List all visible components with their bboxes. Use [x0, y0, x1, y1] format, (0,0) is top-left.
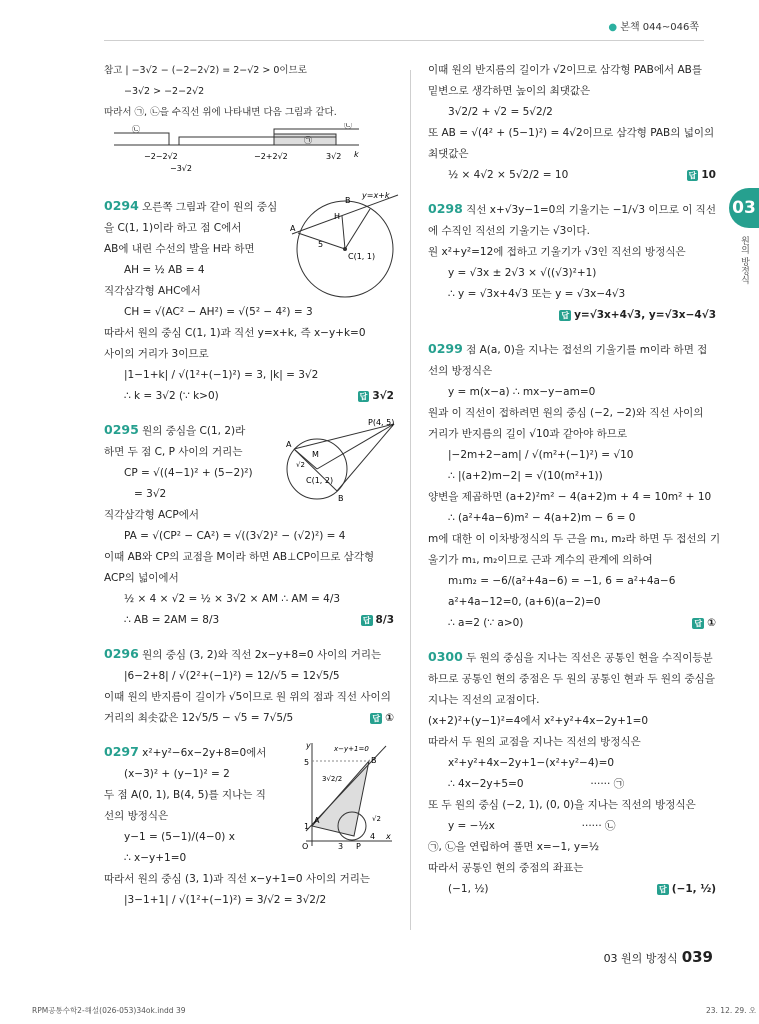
note-line: −3√2 > −2−2√2: [124, 86, 205, 97]
column-divider: [410, 70, 411, 930]
print-file: RPM공통수학2-해설(026-053)34ok.indd 39: [32, 1006, 186, 1015]
point-label: M: [312, 450, 319, 459]
problem-number: 0300: [428, 649, 463, 664]
page-number: 039: [681, 948, 713, 966]
line-label: x−y+1=0: [334, 745, 369, 753]
answer-badge: 답 10: [688, 169, 716, 181]
axis-label: y: [306, 741, 311, 750]
point-label: A: [314, 816, 320, 825]
point-label: B: [371, 756, 377, 765]
length-label: 3√2/2: [322, 775, 343, 783]
length-label: √2: [372, 815, 381, 823]
problem-number: 0296: [104, 646, 139, 661]
answer-badge: 답 (−1, ½): [659, 883, 716, 895]
note-line: 참고 | −3√2 − (−2−2√2) = 2−√2 > 0이므로: [104, 65, 307, 76]
problem-number: 0298: [428, 201, 463, 216]
problem-0298: 0298 직선 x+√3y−1=0의 기울기는 −1/√3 이므로 이 직선 에 수직인 직선의 기울기는 √3이다. 원 x²+y²=12에 접하고 기울기가 √3인 직선의 방정식은 y = √3x ± 2√3 × √((√3)²+1) ∴ y = √3x+4√3 또는 y = √3x−4√3 답 y=√3x+4√3, y=√3x−4√3: [428, 201, 716, 321]
problem-0295: P(4, 5) A M C(1, 2) B √2 0295 원의 중심을 C(1, 2)라 하면 두 점 C, P 사이의 거리는 CP = √((4−1)² + (5−2)²) = 3√2 직각삼각형 ACP에서 PA = √(CP² − CA²) = √((3√2)² − (√2)²) = 4 이때 AB와 CP의 교점을 M이라 하면 AB⊥CP이므로 삼각형 ACP의 넓이에서 ½ × 4 × √2 = ½ × 3√2 × AM ∴ AM = 4/3 ∴ AB = 2AM = 8/3 답 8/3: [104, 419, 394, 631]
tick-label: 1: [304, 822, 310, 831]
problem-number: 0297: [104, 744, 139, 759]
mark-label: ㉡: [132, 125, 140, 134]
answer-badge: 답 ①: [372, 712, 394, 724]
figure-0295: [282, 419, 402, 509]
mark-label: ㉠: [304, 136, 312, 145]
tick-label: −3√2: [170, 164, 192, 173]
answer-badge: 답 y=√3x+4√3, y=√3x−4√3: [561, 309, 716, 321]
mark-label: ㉡: [344, 123, 352, 130]
figure-0294: [290, 189, 400, 299]
chapter-tab-label: 원의 방정식: [739, 236, 749, 284]
right-column: [428, 60, 721, 900]
problem-0297-continued: 이때 원의 반지름의 길이가 √2이므로 삼각형 PAB에서 AB를 밑변으로 생각하면 높이의 최댓값은 3√2/2 + √2 = 5√2/2 또 AB = √(4² + (5−1)²) = 4√2이므로 삼각형 PAB의 넓이의 최댓값은 ½ × 4√2 × 5√2/2 = 10 답 10: [428, 60, 716, 186]
point-label: P(4, 5): [368, 419, 395, 427]
left-column: [104, 60, 394, 911]
page-header: ● 본책 044~046쪽: [608, 22, 699, 33]
point-label: C(1, 1): [348, 252, 376, 261]
problem-number: 0299: [428, 341, 463, 356]
header-rule: [104, 40, 704, 41]
page-footer: 03 원의 방정식 039: [603, 948, 713, 966]
point-label: P: [356, 842, 361, 851]
problem-0297: y x O A B P 5 1 3 4 3√2/2 √2 x−y+1=0 0297 x²+y²−6x−2y+8=0에서 (x−3)² + (y−1)² = 2 두 점 A(0, 1), B(4, 5)를 지나는 직 선의 방정식은 y−1 = (5−1)/(4−0) x ∴ x−y+1=0 따라서 원의 중심 (3, 1)과 직선 x−y+1=0 사이의 거리는 |3−1+1| / √(1²+(−1)²) = 3/√2 = 3√2/2: [104, 741, 394, 911]
bullet-icon: ●: [608, 22, 618, 33]
problem-0296: 0296 원의 중심 (3, 2)와 직선 2x−y+8=0 사이의 거리는 |6−2+8| / √(2²+(−1)²) = 12/√5 = 12√5/5 이때 원의 반지름이 길이가 √5이므로 원 위의 점과 직선 사이의 거리의 최솟값은 12√5/5 − √5 = 7√5/5 답 ①: [104, 643, 394, 729]
point-label: A: [290, 224, 296, 233]
answer-badge: 답 8/3: [362, 614, 394, 626]
problem-number: 0295: [104, 422, 139, 437]
tick-label: −2+2√2: [254, 152, 288, 161]
problem-0299: 0299 점 A(a, 0)을 지나는 접선의 기울기를 m이라 하면 접 선의 방정식은 y = m(x−a) ∴ mx−y−am=0 원과 이 직선이 접하려면 원의 중심 (−2, −2)와 직선 사이의 거리가 반지름의 길이 √10과 같아야 하므로 |−2m+2−am| / √(m²+(−1)²) = √10 ∴ |(a+2)m−2| = √(10(m²+1)) 양변을 제곱하면 (a+2)²m² − 4(a+2)m + 4 = 10m² + 10 ∴ (a²+4a−6)m² − 4(a+2)m − 6 = 0 m에 대한 이 이차방정식의 두 근을 m₁, m₂라 하면 두 접선의 기 울기가 m₁, m₂이므로 근과 계수의 관계에 의하여 m₁m₂ = −6/(a²+4a−6) = −1, 6 = a²+4a−6 a²+4a−12=0, (a+6)(a−2)=0 ∴ a=2 (∵ a>0) 답 ①: [428, 338, 716, 634]
point-label: A: [286, 440, 292, 449]
point-label: C(1, 2): [306, 476, 334, 485]
chapter-tab: 03: [729, 188, 759, 228]
tick-label: 4: [370, 832, 376, 841]
tick-label: k: [354, 150, 359, 159]
note-line: 따라서 ㉠, ㉡을 수직선 위에 나타내면 다음 그림과 같다.: [104, 107, 337, 118]
origin-label: O: [302, 842, 309, 851]
print-date: 23. 12. 29. 오: [706, 1006, 757, 1015]
point-label: B: [345, 196, 351, 205]
problem-number: 0294: [104, 198, 139, 213]
tick-label: −2−2√2: [144, 152, 178, 161]
tick-label: 3: [338, 842, 344, 851]
axis-label: x: [386, 832, 391, 841]
tick-label: 5: [304, 758, 310, 767]
point-label: B: [338, 494, 344, 503]
note-block: [104, 60, 394, 123]
answer-badge: 답 ①: [694, 617, 716, 629]
line-label: y=x+k: [362, 191, 390, 200]
figure-0297: [294, 741, 394, 851]
number-line-figure: [104, 123, 374, 175]
problem-0300: 0300 두 원의 중심을 지나는 직선은 공통인 현을 수직이등분 하므로 공통인 현의 중점은 두 원의 공통인 현과 두 원의 중심을 지나는 직선의 교점이다. (x+2)²+(y−1)²=4에서 x²+y²+4x−2y+1=0 따라서 두 원의 교점을 지나는 직선의 방정식은 x²+y²+4x−2y+1−(x²+y²−4)=0 ∴ 4x−2y+5=0 ······ ㉠ 또 두 원의 중심 (−2, 1), (0, 0)을 지나는 직선의 방정식은 y = −½x ······ ㉡ ㉠, ㉡을 연립하여 풀면 x=−1, y=½ 따라서 공통인 현의 중점의 좌표는 (−1, ½) 답 (−1, ½): [428, 646, 716, 900]
radius-label: 5: [318, 240, 324, 249]
answer-badge: 답 3√2: [359, 390, 394, 402]
problem-0294: y=x+k A B H C(1, 1) 5 0294 오른쪽 그림과 같이 원의 중심 을 C(1, 1)이라 하고 점 C에서 AB에 내린 수선의 발을 H라 하면 AH = ½ AB = 4 직각삼각형 AHC에서 CH = √(AC² − AH²) = √(5² − 4²) = 3 따라서 원의 중심 C(1, 1)과 직선 y=x+k, 즉 x−y+k=0 사이의 거리가 3이므로 |1−1+k| / √(1²+(−1)²) = 3, |k| = 3√2 ∴ k = 3√2 (∵ k>0) 답 3√2: [104, 195, 394, 407]
tick-label: 3√2: [326, 152, 342, 161]
radius-label: √2: [296, 461, 305, 469]
point-label: H: [334, 212, 341, 221]
